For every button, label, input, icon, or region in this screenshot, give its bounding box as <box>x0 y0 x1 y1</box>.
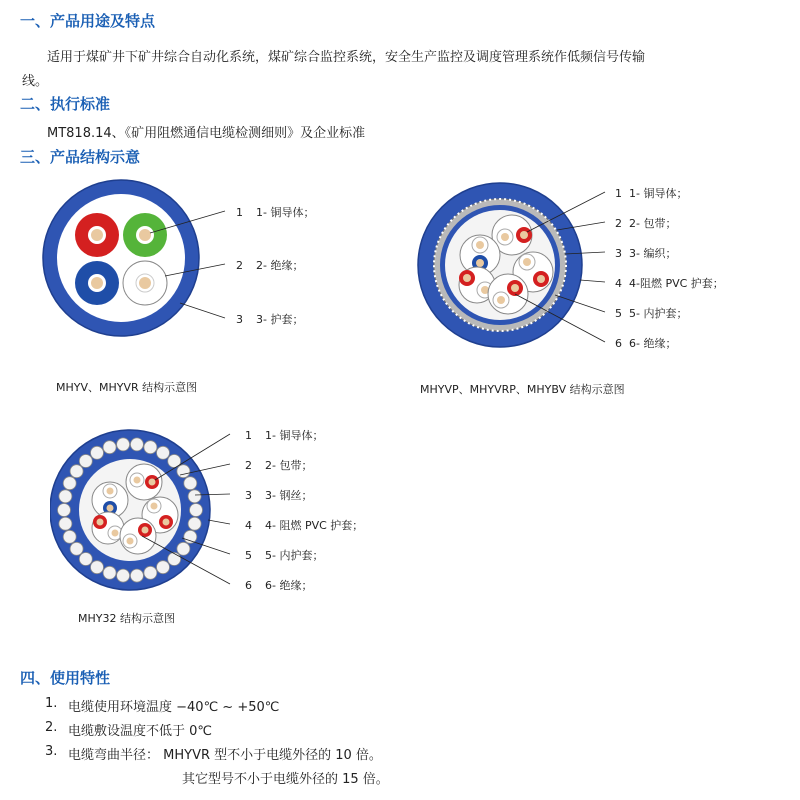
fig1-label-num-2: 2 <box>236 259 243 272</box>
fig2-label-num-1: 1 <box>615 187 622 200</box>
figure-mhyvp-diagram <box>415 180 755 365</box>
fig1-label-text-1: 1- 铜导体； <box>256 206 315 219</box>
steel-wire <box>177 542 190 555</box>
figure-mhyv-diagram <box>40 178 360 343</box>
fig1-label-num-1: 1 <box>236 206 243 219</box>
steel-wire <box>63 530 76 543</box>
fig3-label-num-4: 4 <box>245 519 252 532</box>
steel-wire <box>144 441 157 454</box>
fig2-label-num-5: 5 <box>615 307 622 320</box>
fig3-label-text-3: 3- 钢丝； <box>265 489 313 502</box>
steel-wire <box>188 490 201 503</box>
steel-wire <box>184 530 197 543</box>
fig3-label-num-5: 5 <box>245 549 252 562</box>
fig3-label-num-3: 3 <box>245 489 252 502</box>
fig2-label-num-6: 6 <box>615 337 622 350</box>
steel-wire <box>184 477 197 490</box>
steel-wire <box>130 438 143 451</box>
section-heading-standard: 二、执行标准 <box>20 95 111 113</box>
fig2-label-num-3: 3 <box>615 247 622 260</box>
steel-wire <box>79 553 92 566</box>
list-item-text-3: 电缆弯曲半径： MHYVR 型不小于电缆外径的 10 倍。 <box>68 748 382 763</box>
fig3-label-text-5: 5- 内护套； <box>265 549 324 562</box>
steel-wire <box>58 504 71 517</box>
steel-wire <box>91 446 104 459</box>
list-item-text-2: 电缆敷设温度不低于 0℃ <box>68 724 213 739</box>
fig2-label-text-4: 4-阻燃 PVC 护套； <box>629 277 724 290</box>
list-item-text-3-continued: 其它型号不小于电缆外径的 15 倍。 <box>182 772 389 787</box>
standard-text: MT818.14、《矿用阻燃通信电缆检测细则》及企业标准 <box>47 126 366 141</box>
section-heading-purpose: 一、产品用途及特点 <box>20 12 156 30</box>
steel-wire <box>144 566 157 579</box>
steel-wire <box>130 569 143 582</box>
steel-wire <box>188 517 201 530</box>
fig2-label-num-4: 4 <box>615 277 622 290</box>
purpose-text-line1: 适用于煤矿井下矿井综合自动化系统，煤矿综合监控系统，安全生产监控及调度管理系统作低频信号传输 <box>47 50 646 65</box>
steel-wire <box>157 561 170 574</box>
fig3-label-text-2: 2- 包带； <box>265 459 313 472</box>
steel-wire <box>91 561 104 574</box>
fig3-label-num-6: 6 <box>245 579 252 592</box>
steel-wire <box>190 504 203 517</box>
steel-wire <box>63 477 76 490</box>
cable-cross-section-mhy32 <box>50 420 390 600</box>
fig2-label-text-2: 2- 包带； <box>629 217 677 230</box>
purpose-text-line2: 线。 <box>22 74 49 89</box>
fig1-label-text-3: 3- 护套； <box>256 313 304 326</box>
steel-wire <box>79 455 92 468</box>
steel-wire <box>117 569 130 582</box>
fig2-label-text-5: 5- 内护套； <box>629 307 688 320</box>
steel-wire <box>70 465 83 478</box>
cable-cross-section-mhyvp <box>415 180 755 365</box>
section-heading-structure: 三、产品结构示意 <box>20 148 141 166</box>
fig3-label-text-4: 4- 阻燃 PVC 护套； <box>265 519 364 532</box>
steel-wire <box>59 517 72 530</box>
figure-mhy32-diagram <box>50 420 390 600</box>
steel-wire <box>59 490 72 503</box>
steel-wire <box>157 446 170 459</box>
fig1-label-num-3: 3 <box>236 313 243 326</box>
steel-wire <box>103 441 116 454</box>
steel-wire <box>168 553 181 566</box>
steel-wire <box>103 566 116 579</box>
figure-caption-mhy32: MHY32 结构示意图 <box>78 612 175 625</box>
section-heading-characteristics: 四、使用特性 <box>20 669 111 687</box>
fig3-label-text-1: 1- 铜导体； <box>265 429 324 442</box>
fig1-label-text-2: 2- 绝缘； <box>256 259 304 272</box>
fig2-label-text-1: 1- 铜导体； <box>629 187 688 200</box>
inner-cavity <box>57 194 185 322</box>
figure-caption-mhyvp: MHYVP、MHYVRP、MHYBV 结构示意图 <box>420 383 625 396</box>
steel-wire <box>70 542 83 555</box>
list-item-num-3: 3. <box>45 744 58 759</box>
cable-cross-section-mhyv <box>40 178 360 343</box>
list-item-num-2: 2. <box>45 720 58 735</box>
steel-wire <box>177 465 190 478</box>
steel-wire <box>117 438 130 451</box>
fig2-label-text-3: 3- 编织； <box>629 247 677 260</box>
fig2-label-num-2: 2 <box>615 217 622 230</box>
fig2-label-text-6: 6- 绝缘； <box>629 337 677 350</box>
figure-caption-mhyv: MHYV、MHYVR 结构示意图 <box>56 381 198 394</box>
fig3-label-num-1: 1 <box>245 429 252 442</box>
fig3-label-num-2: 2 <box>245 459 252 472</box>
fig3-label-text-6: 6- 绝缘； <box>265 579 313 592</box>
list-item-num-1: 1. <box>45 696 58 711</box>
list-item-text-1: 电缆使用环境温度 −40℃ ~ +50℃ <box>68 700 280 715</box>
